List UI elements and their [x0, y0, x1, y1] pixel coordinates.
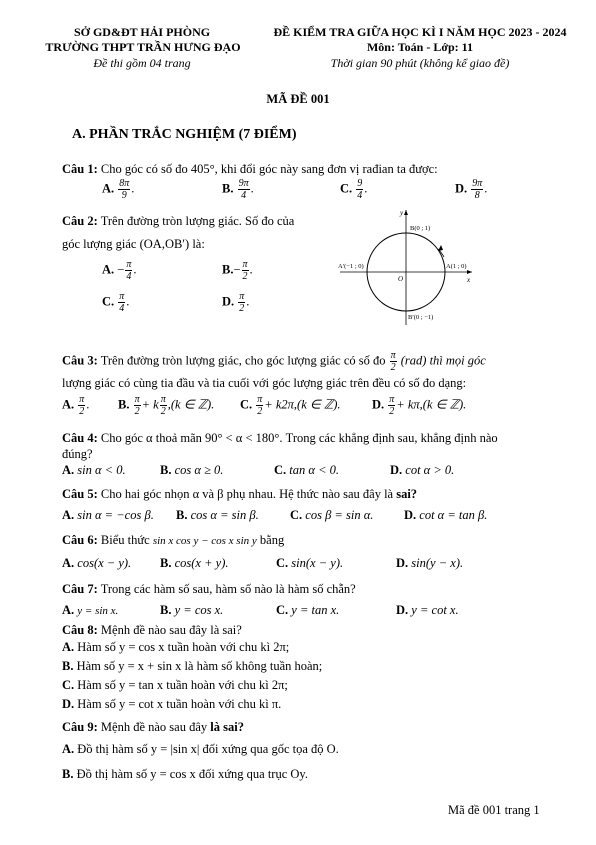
- expression: sin x cos y − cos x sin y: [152, 535, 257, 547]
- question-3: [62, 350, 486, 373]
- option-letter: D.: [455, 181, 468, 196]
- question-2: [62, 214, 294, 229]
- question-text: Cho góc có số đo 405°, khi đổi góc này sang đơn vị rađian ta được:: [100, 162, 438, 176]
- y-label: y: [400, 209, 404, 217]
- question-label: Câu 8:: [62, 623, 98, 637]
- y-axis-arrow: [404, 210, 408, 215]
- point-b-label: B(0 ; 1): [410, 225, 431, 232]
- q8-option-b[interactable]: B. Hàm số y = x + sin x là hàm số không tuần hoàn;: [62, 659, 323, 673]
- q2-option-d[interactable]: D. $\frac{\pi}{2}$ .: [222, 291, 250, 314]
- exam-code: MÃ ĐỀ 001: [266, 92, 330, 106]
- q3-option-c[interactable]: C. $\frac{\pi}{2}$ + k2π,(k ∈ ℤ).: [240, 394, 341, 417]
- question-8: [62, 623, 242, 638]
- question-text-tail: bằng: [259, 533, 285, 547]
- exam-title: ĐỀ KIỂM TRA GIỮA HỌC KÌ I NĂM HỌC 2023 - 2024: [273, 25, 567, 39]
- emphasis: là sai?: [210, 720, 244, 734]
- option-letter: B.: [118, 397, 130, 412]
- q4-option-d[interactable]: D. cot α > 0.: [390, 463, 455, 477]
- q5-option-a[interactable]: A. sin α = −cos β.: [62, 508, 154, 522]
- question-text: Trên đường tròn lượng giác. Số đo của: [100, 214, 295, 228]
- question-3-line2: lượng giác có cùng tia đầu và tia cuối với góc lượng giác trên đều có số đo dạng:: [62, 376, 467, 390]
- fraction: $\frac{\pi}{2}$: [390, 350, 396, 373]
- question-label: Câu 5:: [62, 487, 98, 501]
- fraction: $\frac{\pi}{2}$: [389, 394, 395, 417]
- q6-option-b[interactable]: B. cos(x + y).: [160, 556, 229, 570]
- fraction: $\frac{8\pi}{9}$: [119, 178, 130, 201]
- question-label: Câu 6:: [62, 533, 98, 547]
- fraction: $\frac{\pi}{2}$: [160, 394, 166, 417]
- question-label: Câu 2:: [62, 214, 98, 228]
- q7-option-d[interactable]: D. y = cot x.: [396, 603, 459, 617]
- origin-label: O: [398, 275, 404, 283]
- option-letter: A.: [102, 262, 115, 277]
- question-2-line2: góc lượng giác (OA,OB′) là:: [62, 237, 205, 251]
- q7-option-b[interactable]: B. y = cos x.: [160, 603, 224, 617]
- question-label: Câu 4:: [62, 431, 98, 445]
- q2-option-b[interactable]: B.− $\frac{\pi}{2}$ .: [222, 259, 253, 282]
- q5-option-c[interactable]: C. cos β = sin α.: [290, 508, 374, 522]
- question-text: Mệnh đề nào sau đây: [100, 720, 208, 734]
- direction-arrow-icon: [438, 245, 443, 251]
- q5-option-d[interactable]: D. cot α = tan β.: [404, 508, 488, 522]
- unit-circle-diagram: [330, 205, 480, 330]
- exam-time: Thời gian 90 phút (không kể giao đề): [330, 56, 510, 70]
- dept-name: SỞ GD&ĐT HẢI PHÒNG: [73, 25, 211, 39]
- fraction: $\frac{9}{4}$: [357, 178, 363, 201]
- fraction: $\frac{9\pi}{8}$: [472, 178, 483, 201]
- fraction: $\frac{\pi}{4}$: [126, 259, 132, 282]
- option-letter: B.: [222, 181, 234, 196]
- q8-option-d[interactable]: D. Hàm số y = cot x tuần hoàn với chu kì π.: [62, 697, 282, 711]
- question-text: Trên đường tròn lượng giác, cho góc lượng giác có số đo: [100, 353, 386, 368]
- option-letter: B.: [222, 262, 234, 277]
- fraction: $\frac{\pi}{2}$: [134, 394, 140, 417]
- q4-option-b[interactable]: B. cos α ≥ 0.: [160, 463, 224, 477]
- x-axis-arrow: [467, 270, 472, 274]
- question-6: [62, 533, 284, 548]
- q3-option-a[interactable]: A. $\frac{\pi}{2}$ .: [62, 394, 90, 417]
- q9-option-b[interactable]: B. Đồ thị hàm số y = cos x đối xứng qua trục Oy.: [62, 767, 308, 781]
- question-text-tail: (rad) thì mọi góc: [400, 353, 486, 368]
- q8-option-c[interactable]: C. Hàm số y = tan x tuần hoàn với chu kì 2π;: [62, 678, 288, 692]
- q7-option-c[interactable]: C. y = tan x.: [276, 603, 340, 617]
- question-1: [62, 162, 438, 177]
- q1-option-d[interactable]: D. $\frac{9\pi}{8}$ .: [455, 178, 488, 201]
- fraction: $\frac{\pi}{2}$: [239, 291, 245, 314]
- point-a-prime-label: A′(−1 ; 0): [338, 263, 364, 270]
- option-letter: A.: [102, 181, 115, 196]
- question-label: Câu 1:: [62, 162, 98, 176]
- question-text: Biểu thức: [100, 533, 150, 547]
- q3-option-d[interactable]: D. $\frac{\pi}{2}$ + kπ,(k ∈ ℤ).: [372, 394, 467, 417]
- emphasis: sai?: [396, 487, 418, 501]
- q1-option-a[interactable]: A. $\frac{8\pi}{9}$ .: [102, 178, 135, 201]
- fraction: $\frac{9\pi}{4}$: [238, 178, 249, 201]
- page-count: Đề thi gồm 04 trang: [93, 56, 191, 70]
- school-name: TRƯỜNG THPT TRẦN HƯNG ĐẠO: [45, 40, 241, 54]
- question-4: [62, 431, 498, 446]
- question-7: [62, 582, 356, 597]
- question-5: [62, 487, 417, 502]
- q2-option-a[interactable]: A. − $\frac{\pi}{4}$ .: [102, 259, 137, 282]
- page-footer: Mã đề 001 trang 1: [448, 803, 540, 817]
- q9-option-a[interactable]: A. Đồ thị hàm số y = |sin x| đối xứng qua gốc tọa độ O.: [62, 742, 339, 756]
- q6-option-c[interactable]: C. sin(x − y).: [276, 556, 344, 570]
- question-label: Câu 7:: [62, 582, 98, 596]
- question-text: Mệnh đề nào sau đây là sai?: [100, 623, 242, 637]
- fraction: $\frac{\pi}{2}$: [257, 394, 263, 417]
- fraction: $\frac{\pi}{2}$: [79, 394, 85, 417]
- question-label: Câu 9:: [62, 720, 98, 734]
- q6-option-a[interactable]: A. cos(x − y).: [62, 556, 132, 570]
- question-4-line2: đúng?: [62, 447, 93, 461]
- option-letter: C.: [102, 294, 115, 309]
- q4-option-a[interactable]: A. sin α < 0.: [62, 463, 126, 477]
- exam-subject: Môn: Toán - Lớp: 11: [366, 40, 473, 54]
- q1-option-c[interactable]: C. $\frac{9}{4}$ .: [340, 178, 368, 201]
- option-letter: A.: [62, 397, 75, 412]
- q2-option-c[interactable]: C. $\frac{\pi}{4}$ .: [102, 291, 130, 314]
- q5-option-b[interactable]: B. cos α = sin β.: [176, 508, 259, 522]
- question-text: Cho hai góc nhọn α và β phụ nhau. Hệ thức nào sau đây là: [100, 487, 394, 501]
- option-letter: C.: [240, 397, 253, 412]
- option-letter: D.: [222, 294, 235, 309]
- x-label: x: [467, 276, 471, 284]
- section-a-title: A. PHẦN TRẮC NGHIỆM (7 ĐIỂM): [72, 127, 297, 142]
- q1-option-b[interactable]: B. $\frac{9\pi}{4}$ .: [222, 178, 254, 201]
- fraction: $\frac{\pi}{4}$: [119, 291, 125, 314]
- option-letter: D.: [372, 397, 385, 412]
- q8-option-a[interactable]: A. Hàm số y = cos x tuần hoàn với chu kì 2π;: [62, 640, 290, 654]
- q3-option-b[interactable]: B. $\frac{\pi}{2}$ + k $\frac{\pi}{2}$ ,(k ∈ ℤ).: [118, 394, 215, 417]
- question-text: Trong các hàm số sau, hàm số nào là hàm số chẵn?: [100, 582, 356, 596]
- question-label: Câu 3:: [62, 353, 98, 368]
- option-letter: C.: [340, 181, 353, 196]
- point-a-label: A(1 ; 0): [446, 263, 467, 270]
- point-b-prime-label: B′(0 ; −1): [408, 314, 434, 321]
- q7-option-a[interactable]: A. y = sin x.: [62, 603, 119, 617]
- q6-option-d[interactable]: D. sin(y − x).: [396, 556, 464, 570]
- question-text: Cho góc α thoả mãn 90° < α < 180°. Trong các khẳng định sau, khẳng định nào: [100, 431, 498, 445]
- q4-option-c[interactable]: C. tan α < 0.: [274, 463, 340, 477]
- question-9: [62, 720, 244, 735]
- fraction: $\frac{\pi}{2}$: [242, 259, 248, 282]
